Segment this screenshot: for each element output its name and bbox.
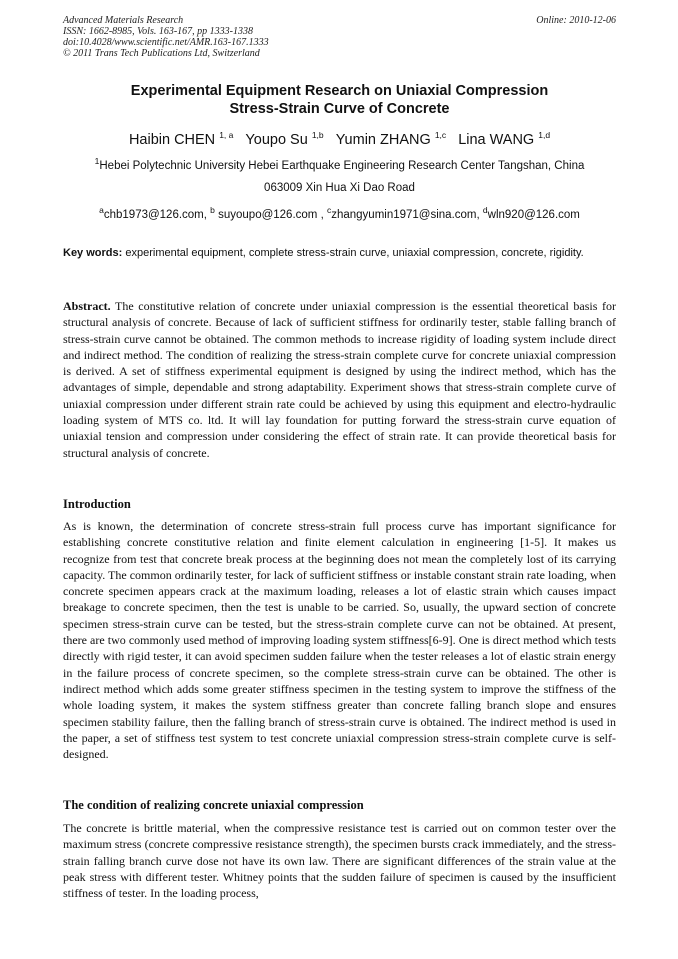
email xyxy=(326,205,480,221)
author-name: Haibin CHEN xyxy=(128,132,216,148)
email-address: chb1973@126.com, xyxy=(103,209,207,221)
author-affil-mark: 1,d xyxy=(538,130,551,141)
email xyxy=(210,205,324,221)
affiliation-line-2: 063009 Xin Hua Xi Dao Road xyxy=(264,182,415,194)
author-name: Lina WANG xyxy=(458,132,535,148)
online-date: Online: 2010-12-06 xyxy=(536,15,616,26)
author-name: Yumin ZHANG xyxy=(335,132,431,148)
email-address: suyoupo@126.com , xyxy=(218,209,324,221)
issn-line: ISSN: 1662-8985, Vols. 163-167, pp 1333-1338 xyxy=(63,26,253,37)
affiliation xyxy=(63,155,616,199)
affiliation-line-1 xyxy=(63,155,616,177)
author-list xyxy=(63,131,616,149)
email xyxy=(482,205,580,221)
email-address: zhangyumin1971@sina.com, xyxy=(331,209,480,221)
title-line-1: Experimental Equipment Research on Uniaxial Compression xyxy=(130,83,549,99)
abstract-text: The constitutive relation of concrete under uniaxial compression is the essential theoretical basis for structural analysis of concrete. Because of lack of sufficient stiffness for ordinarily tester, stable falling branch of stress-strain curve cannot be obtained. The common methods to increase rigidity of loading system include direct and indirect method. The condition of realizing the stress-strain complete curve for concrete uniaxial compression is derived. A set of stiffness experimental equipment is designed by using the indirect method, which has the advantages of simple, dependable and strong adaptability. Experiment shows that stress-strain complete curve of uniaxial compression under different strain rate could be achieved by using this equipment and electro-hydraulic loading system of MTS co. ltd. It will lay foundation for putting forward the stress-strain curve equation of uniaxial tension and compression under considering the effect of strain rate. It can provide theoretical basis for structural analysis of concrete. xyxy=(63,299,616,460)
email-mark: c xyxy=(326,205,332,216)
paper-title xyxy=(63,82,616,118)
section-heading-condition: The condition of realizing concrete uniaxial compression xyxy=(63,798,364,812)
author-affil-mark: 1,b xyxy=(311,130,324,141)
email-list xyxy=(63,207,616,223)
abstract-label: Abstract. xyxy=(63,299,111,313)
section-heading-introduction: Introduction xyxy=(63,497,131,511)
affiliation-text: Hebei Polytechnic University Hebei Earthquake Engineering Research Center Tangshan, China xyxy=(99,160,585,172)
email xyxy=(99,205,207,221)
keywords-text: experimental equipment, complete stress-strain curve, uniaxial compression, concrete, rigidity. xyxy=(125,247,584,259)
author-affil-mark: 1, a xyxy=(219,130,234,141)
author-name: Youpo Su xyxy=(245,132,308,148)
email-mark: b xyxy=(210,205,215,216)
author xyxy=(245,132,323,148)
author xyxy=(336,132,446,148)
email-address: wln920@126.com xyxy=(487,209,580,221)
doi-line: doi:10.4028/www.scientific.net/AMR.163-167.1333 xyxy=(63,37,269,48)
journal-header xyxy=(63,15,616,59)
condition-paragraph: The concrete is brittle material, when the compressive resistance test is carried out on common tester over the maximum stress (concrete compressive resistance strength), the specimen bursts crack immediately, and the stress-strain falling branch curve dose not have its own law. There are significant differences of the strain value at the peak stress with different tester. Whitney points that the sudden failure of specimen is caused by the insufficient stiffness of tester. In the loading process, xyxy=(63,821,616,901)
author xyxy=(458,132,550,148)
keywords-label: Key words: xyxy=(63,247,123,259)
journal-name: Advanced Materials Research xyxy=(63,15,184,26)
title-line-2: Stress-Strain Curve of Concrete xyxy=(229,101,450,117)
email-mark: a xyxy=(99,205,104,216)
abstract xyxy=(63,298,616,461)
keywords xyxy=(63,246,616,260)
affil-mark: 1 xyxy=(94,156,100,167)
author xyxy=(129,132,233,148)
introduction-paragraph: As is known, the determination of concrete stress-strain full process curve has important significance for establishing concrete constitutive relation and finite element calculation in engineering [1-5]. It makes us recognize from test that concrete break process at the beginning does not mean the completely lost of its carrying capacity. The common ordinarily tester, for lack of sufficient stiffness or instable constant strain rate loading, when concrete specimen appears crack at the maximum loading, releases a lot of elastic strain which causes impact breakage to concrete specimen, then the test is unable to be carried. So, usually, the upward section of concrete specimen stress-strain curve can be tested, but the stress-strain complete curve can not be obtained. At present, there are two commonly used method of improving loading system stiffness[6-9]. One is direct method which tests directly with rigid tester, it can avoid specimen sudden failure when the tester releases a lot of elastic strain energy in the failure process of concrete specimen, so the complete stress-strain curve can be obtained. The other is indirect method which adds some greater stiffness specimen in the testing system to improve the stiffness of the whole loading system, it makes the system stiffness greater than concrete falling branch slope and ensures specimen stability failure, then the falling branch of stress-strain curve is obtained. The indirect method is used in the paper, a set of stiffness test system to test concrete uniaxial compression stress-strain complete curve is self-designed. xyxy=(63,519,616,762)
author-affil-mark: 1,c xyxy=(434,130,447,141)
email-mark: d xyxy=(482,205,488,216)
copyright-line: © 2011 Trans Tech Publications Ltd, Switzerland xyxy=(63,48,260,59)
